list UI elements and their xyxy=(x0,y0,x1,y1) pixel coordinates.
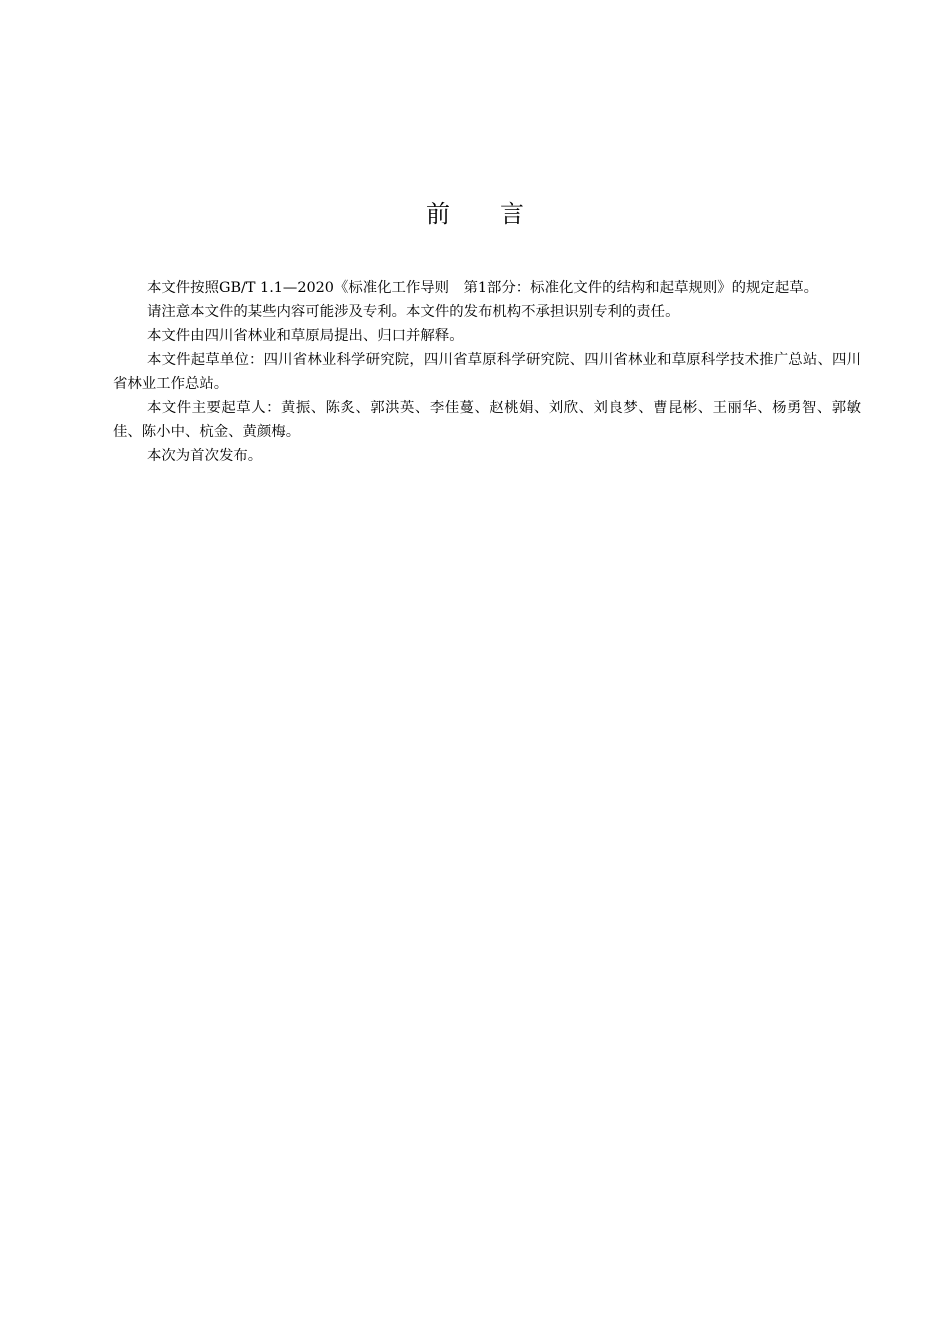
paragraph-drafting-units: 本文件起草单位：四川省林业科学研究院，四川省草原科学研究院、四川省林业和草原科学技术推广总站、四川省林业工作总站。 xyxy=(113,352,861,392)
page-title: 前言 xyxy=(426,200,574,228)
paragraph-drafting-basis: 本文件按照GB/T 1.1—2020《标准化工作导则 第1部分：标准化文件的结构和起草规则》的规定起草。 xyxy=(147,280,818,296)
paragraph-patent-notice: 请注意本文件的某些内容可能涉及专利。本文件的发布机构不承担识别专利的责任。 xyxy=(147,304,680,320)
paragraph-drafters: 本文件主要起草人：黄振、陈炙、郭洪英、李佳蔓、赵桃娟、刘欣、刘良梦、曹昆彬、王丽华、杨勇智、郭敏佳、陈小中、杭金、黄颜梅。 xyxy=(113,400,861,440)
document-body xyxy=(113,276,861,468)
paragraph-release-note: 本次为首次发布。 xyxy=(147,448,263,464)
paragraph-proposer: 本文件由四川省林业和草原局提出、归口并解释。 xyxy=(147,328,464,344)
